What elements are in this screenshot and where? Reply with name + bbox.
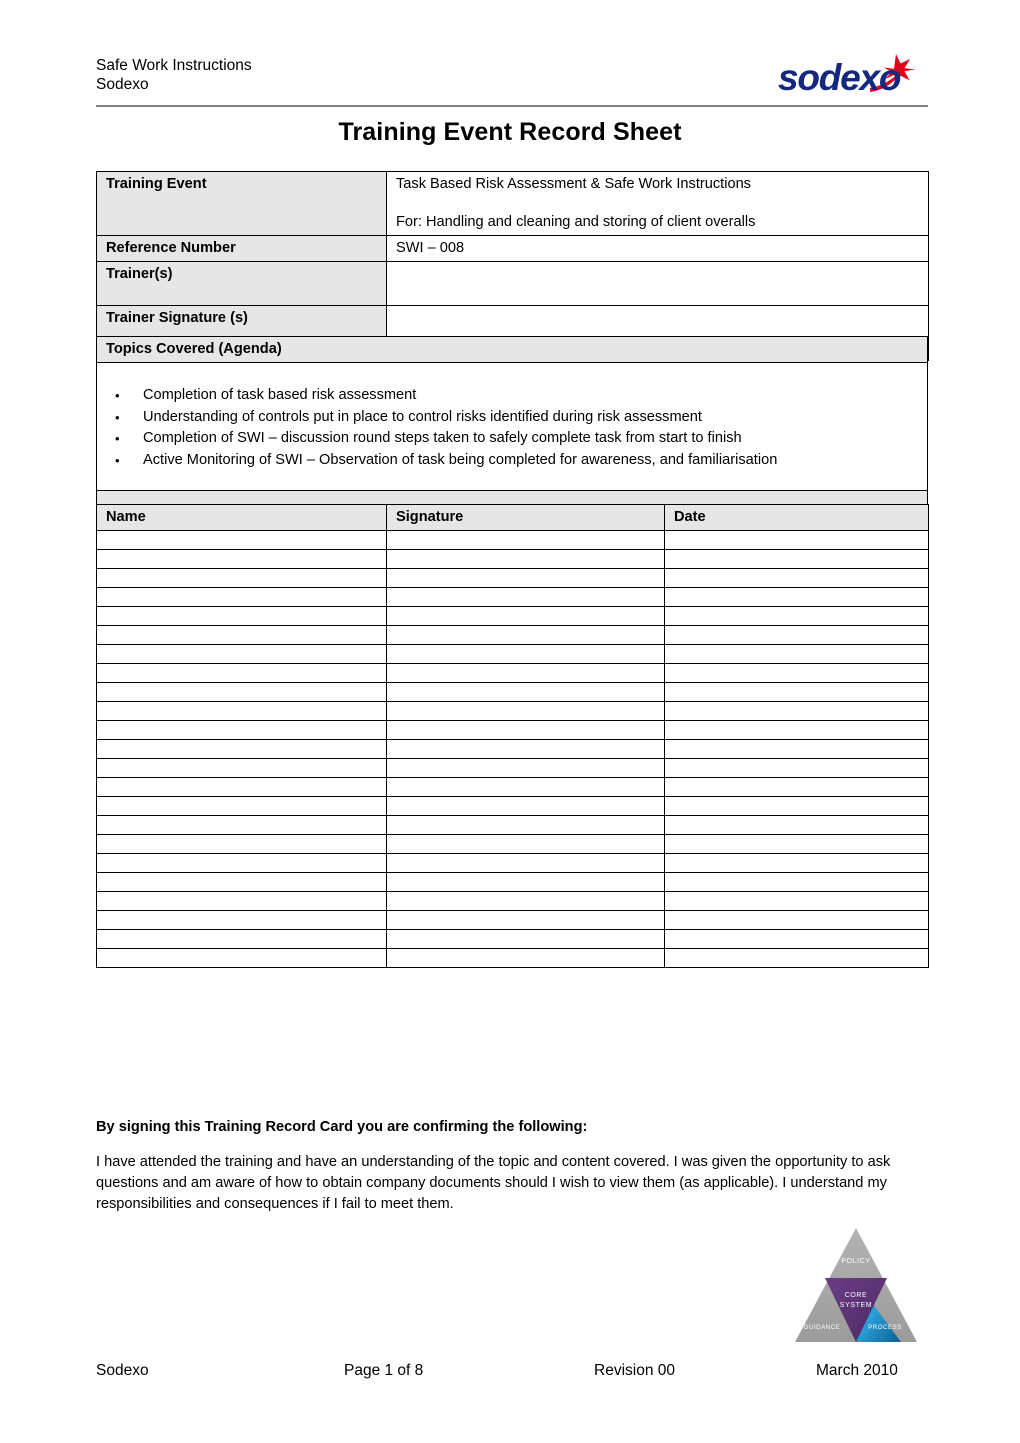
cell-date[interactable] [665, 949, 929, 968]
agenda-list [97, 363, 927, 471]
column-header-name: Name [97, 505, 387, 531]
cell-name[interactable] [97, 854, 387, 873]
cell-name[interactable] [97, 569, 387, 588]
trainers-label: Trainer(s) [97, 262, 387, 306]
bullet-icon: • [115, 431, 120, 446]
cell-signature[interactable] [387, 949, 665, 968]
table-row [97, 854, 929, 873]
cell-signature[interactable] [387, 759, 665, 778]
cell-name[interactable] [97, 740, 387, 759]
declaration-heading: By signing this Training Record Card you are confirming the following: [96, 1119, 588, 1135]
cell-signature[interactable] [387, 740, 665, 759]
footer-page-number: Page 1 of 8 [344, 1362, 424, 1379]
reference-number-label: Reference Number [97, 236, 387, 262]
cell-name[interactable] [97, 664, 387, 683]
cell-signature[interactable] [387, 930, 665, 949]
cell-date[interactable] [665, 873, 929, 892]
training-event-value-line1: Task Based Risk Assessment & Safe Work Instructions [396, 176, 751, 192]
cell-name[interactable] [97, 550, 387, 569]
table-row [97, 911, 929, 930]
cell-date[interactable] [665, 664, 929, 683]
column-header-date: Date [665, 505, 929, 531]
cell-signature[interactable] [387, 664, 665, 683]
cell-name[interactable] [97, 607, 387, 626]
cell-name[interactable] [97, 892, 387, 911]
cell-name[interactable] [97, 835, 387, 854]
footer-revision: Revision 00 [594, 1362, 675, 1379]
table-row [97, 645, 929, 664]
pyramid-label-core-line2: SYSTEM [839, 1302, 873, 1309]
cell-date[interactable] [665, 854, 929, 873]
header-line-2: Sodexo [96, 76, 149, 93]
page-title: Training Event Record Sheet [338, 118, 682, 146]
table-row [97, 759, 929, 778]
declaration-body: I have attended the training and have an understanding of the topic and content covered. I was given the opportunity to ask questions and am aware of how to obtain company documents should I wish to view them (as applicable). I understand my responsibilities and consequences if I fail to meet them. [96, 1154, 891, 1212]
table-row [97, 835, 929, 854]
cell-date[interactable] [665, 930, 929, 949]
cell-signature[interactable] [387, 911, 665, 930]
agenda-table [96, 336, 928, 507]
cell-signature[interactable] [387, 854, 665, 873]
table-row [97, 930, 929, 949]
cell-name[interactable] [97, 645, 387, 664]
table-row-agenda-heading [97, 337, 928, 363]
cell-signature[interactable] [387, 816, 665, 835]
cell-date[interactable] [665, 835, 929, 854]
agenda-item-label: Completion of SWI – discussion round steps taken to safely complete task from start to finish [143, 430, 742, 446]
cell-name[interactable] [97, 930, 387, 949]
trainers-value-field[interactable] [387, 262, 929, 306]
cell-signature[interactable] [387, 588, 665, 607]
table-row [97, 531, 929, 550]
attendee-rows [97, 531, 929, 968]
cell-signature[interactable] [387, 721, 665, 740]
document-footer [96, 1362, 928, 1380]
cell-date[interactable] [665, 626, 929, 645]
table-row-training-event [97, 172, 929, 236]
training-event-value-line2: For: Handling and cleaning and storing of client overalls [396, 214, 756, 230]
cell-date[interactable] [665, 797, 929, 816]
cell-name[interactable] [97, 626, 387, 645]
table-row [97, 797, 929, 816]
cell-name[interactable] [97, 778, 387, 797]
cell-date[interactable] [665, 683, 929, 702]
table-row [97, 721, 929, 740]
cell-date[interactable] [665, 645, 929, 664]
table-row [97, 664, 929, 683]
cell-signature[interactable] [387, 607, 665, 626]
table-row [97, 550, 929, 569]
cell-date[interactable] [665, 778, 929, 797]
table-row-reference-number [97, 236, 929, 262]
cell-date[interactable] [665, 892, 929, 911]
agenda-heading: Topics Covered (Agenda) [97, 337, 928, 363]
table-row-trainers [97, 262, 929, 306]
footer-date: March 2010 [816, 1362, 898, 1379]
footer-company: Sodexo [96, 1362, 149, 1379]
bullet-icon: • [115, 388, 120, 403]
cell-signature[interactable] [387, 778, 665, 797]
cell-date[interactable] [665, 550, 929, 569]
cell-signature[interactable] [387, 626, 665, 645]
training-event-value[interactable] [387, 172, 929, 236]
cell-name[interactable] [97, 531, 387, 550]
cell-name[interactable] [97, 911, 387, 930]
cell-name[interactable] [97, 588, 387, 607]
core-system-pyramid-diagram [795, 1228, 917, 1346]
cell-signature[interactable] [387, 531, 665, 550]
table-row [97, 778, 929, 797]
cell-signature[interactable] [387, 569, 665, 588]
table-row [97, 892, 929, 911]
cell-signature[interactable] [387, 683, 665, 702]
cell-date[interactable] [665, 702, 929, 721]
agenda-item [97, 428, 927, 450]
agenda-body-cell [97, 363, 928, 491]
cell-date[interactable] [665, 721, 929, 740]
pyramid-label-core-line1: CORE [844, 1292, 868, 1299]
cell-date[interactable] [665, 759, 929, 778]
agenda-item-label: Completion of task based risk assessment [143, 387, 417, 403]
table-row [97, 873, 929, 892]
agenda-item-label: Active Monitoring of SWI – Observation of task being completed for awareness, and familiarisation [143, 451, 778, 468]
cell-name[interactable] [97, 873, 387, 892]
bullet-icon: • [115, 452, 120, 468]
cell-date[interactable] [665, 607, 929, 626]
attendee-signature-table [96, 504, 929, 968]
training-event-label: Training Event [97, 172, 387, 236]
cell-name[interactable] [97, 702, 387, 721]
cell-date[interactable] [665, 569, 929, 588]
table-row [97, 702, 929, 721]
training-info-table [96, 171, 929, 361]
cell-name[interactable] [97, 949, 387, 968]
cell-name[interactable] [97, 721, 387, 740]
cell-name[interactable] [97, 759, 387, 778]
cell-date[interactable] [665, 531, 929, 550]
table-row [97, 683, 929, 702]
cell-date[interactable] [665, 588, 929, 607]
table-row [97, 607, 929, 626]
bullet-icon: • [115, 409, 120, 425]
cell-signature[interactable] [387, 892, 665, 911]
cell-signature[interactable] [387, 645, 665, 664]
pyramid-label-process: PROCESS [868, 1324, 902, 1331]
pyramid-label-guidance: GUIDANCE [803, 1324, 841, 1331]
cell-date[interactable] [665, 911, 929, 930]
column-header-signature: Signature [387, 505, 665, 531]
agenda-item [97, 407, 927, 429]
cell-signature[interactable] [387, 797, 665, 816]
cell-date[interactable] [665, 816, 929, 835]
table-row [97, 588, 929, 607]
sodexo-logo [778, 48, 928, 102]
table-header-row [97, 505, 929, 531]
cell-name[interactable] [97, 816, 387, 835]
cell-signature[interactable] [387, 702, 665, 721]
svg-text:sodexo: sodexo [778, 57, 901, 98]
cell-signature[interactable] [387, 835, 665, 854]
table-row [97, 816, 929, 835]
table-row [97, 740, 929, 759]
pyramid-label-policy: POLICY [841, 1258, 871, 1265]
table-row [97, 569, 929, 588]
table-row [97, 949, 929, 968]
cell-signature[interactable] [387, 873, 665, 892]
cell-signature[interactable] [387, 550, 665, 569]
header-divider-rule [96, 105, 928, 107]
cell-name[interactable] [97, 797, 387, 816]
table-row [97, 626, 929, 645]
agenda-item-label: Understanding of controls put in place to control risks identified during risk assessment [143, 408, 702, 425]
table-row-agenda-body [97, 363, 928, 491]
header-line-1: Safe Work Instructions [96, 57, 252, 74]
agenda-item [97, 385, 927, 407]
reference-number-value[interactable]: SWI – 008 [387, 236, 929, 262]
trainer-signature-label: Trainer Signature (s) [97, 306, 387, 361]
cell-name[interactable] [97, 683, 387, 702]
agenda-item [97, 450, 927, 472]
cell-date[interactable] [665, 740, 929, 759]
